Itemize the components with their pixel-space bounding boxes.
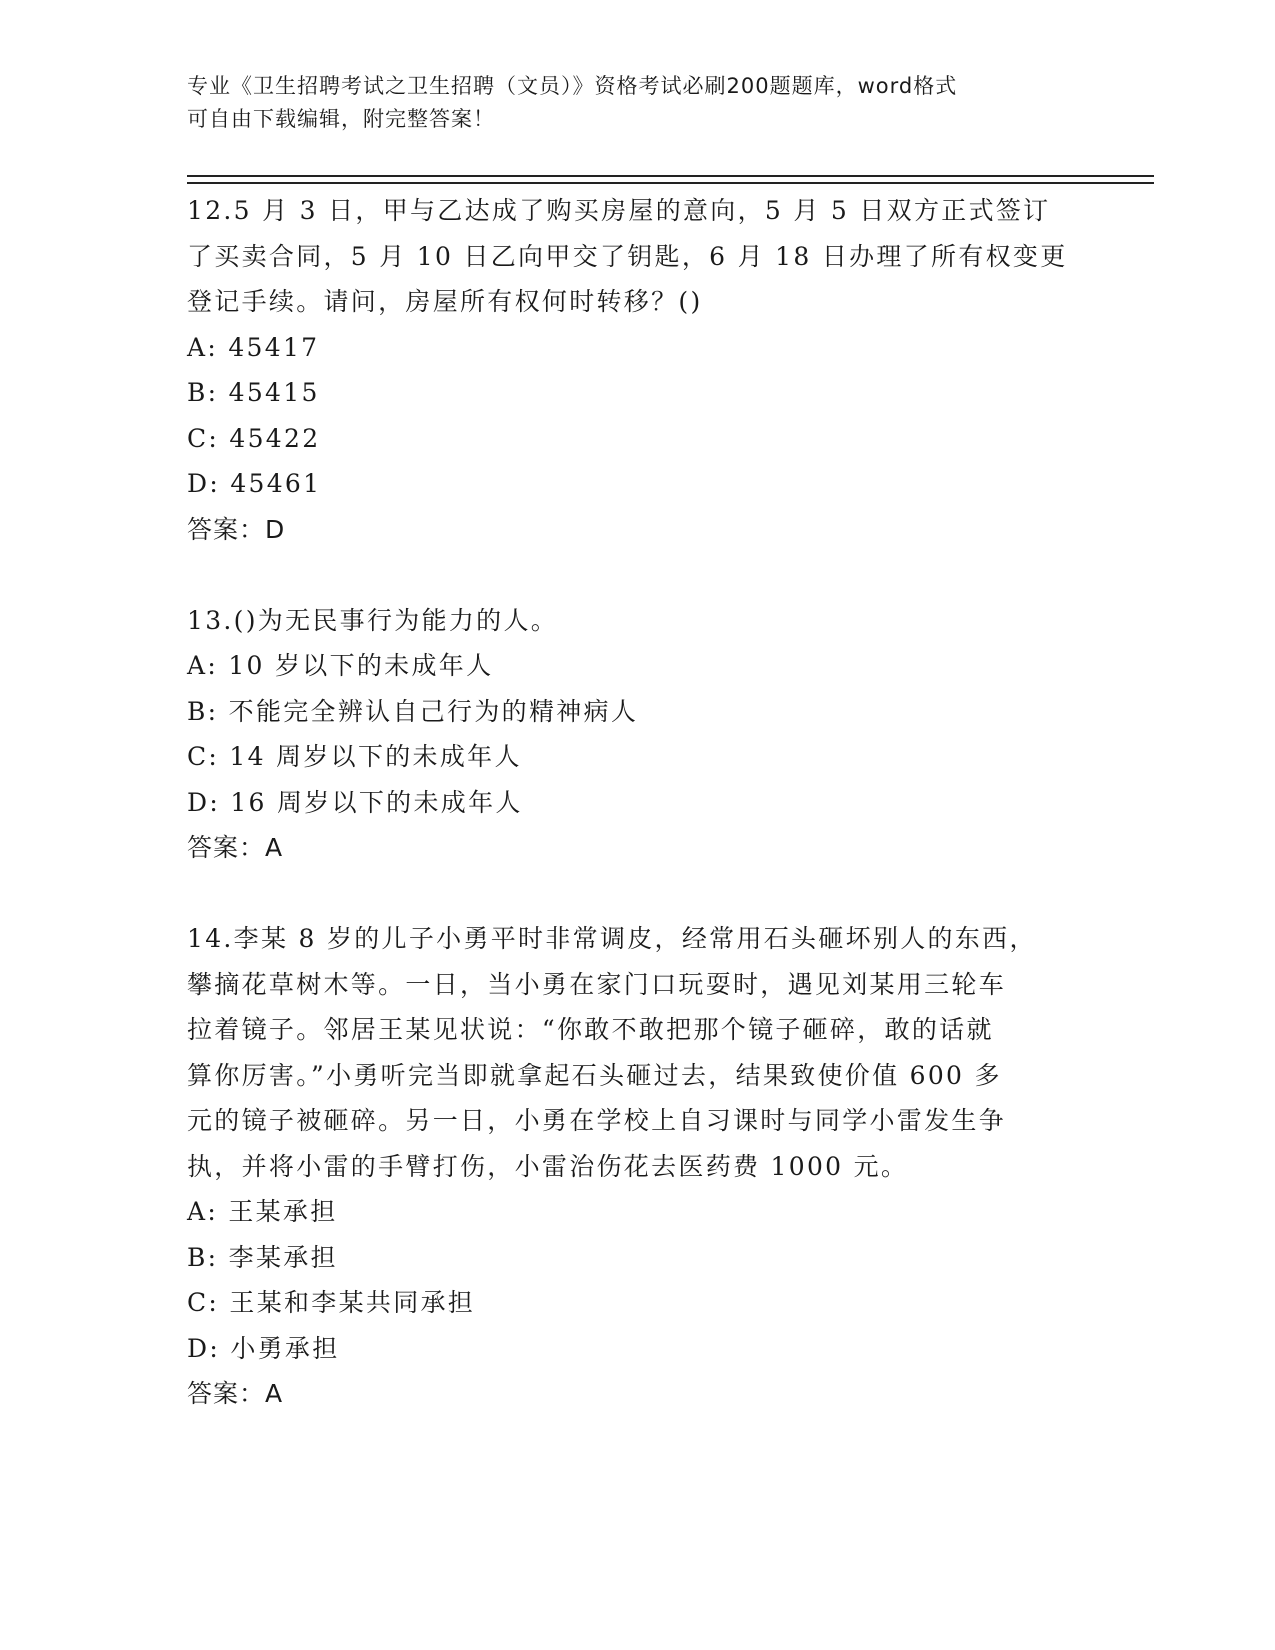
question-stem-line: 14.李某 8 岁的儿子小勇平时非常调皮，经常用石头砸坏别人的东西，: [187, 924, 1037, 953]
answer-label: 答案：A: [187, 833, 284, 862]
question-stem-line: 13.()为无民事行为能力的人。: [187, 605, 559, 635]
answer-label: 答案：D: [187, 514, 286, 544]
question-list: [187, 188, 1087, 1417]
question-stem-line: 登记手续。请问，房屋所有权何时转移？(): [187, 287, 703, 316]
question-stem-line: 攀摘花草树木等。一日，当小勇在家门口玩耍时，遇见刘某用三轮车: [187, 969, 1007, 999]
question-spacer: [187, 871, 1087, 917]
option-d: D: 小勇承担: [187, 1333, 340, 1363]
answer-label: 答案：A: [187, 1379, 284, 1408]
header-line-1: 专业《卫生招聘考试之卫生招聘（文员）》资格考试必刷200题题库，word格式: [187, 74, 958, 98]
option-b: B: 李某承担: [187, 1242, 338, 1272]
option-a: A: 45417: [187, 332, 320, 362]
option-a: A: 王某承担: [187, 1197, 338, 1226]
document-header: [187, 70, 1067, 136]
option-b: B: 不能完全辨认自己行为的精神病人: [187, 696, 639, 726]
question-stem-line: 了买卖合同，5 月 10 日乙向甲交了钥匙，6 月 18 日办理了所有权变更: [187, 241, 1068, 271]
option-c: C: 45422: [187, 423, 321, 453]
question-stem-line: 元的镜子被砸碎。另一日，小勇在学校上自习课时与同学小雷发生争: [187, 1106, 1007, 1135]
question-stem-line: 12.5 月 3 日，甲与乙达成了购买房屋的意向，5 月 5 日双方正式签订: [187, 196, 1051, 225]
question-stem-line: 执，并将小雷的手臂打伤，小雷治伤花去医药费 1000 元。: [187, 1151, 909, 1181]
option-d: D: 16 周岁以下的未成年人: [187, 787, 523, 817]
header-divider-bottom: [187, 182, 1154, 184]
option-c: C: 王某和李某共同承担: [187, 1288, 476, 1317]
question-12: [187, 188, 1087, 552]
question-13: [187, 598, 1087, 871]
question-stem-line: 拉着镜子。邻居王某见状说：“你敢不敢把那个镜子砸碎，敢的话就: [187, 1015, 994, 1044]
option-a: A: 10 岁以下的未成年人: [187, 651, 494, 680]
question-stem-line: 算你厉害。”小勇听完当即就拿起石头砸过去，结果致使价值 600 多: [187, 1060, 1002, 1090]
header-divider-top: [187, 175, 1154, 177]
option-c: C: 14 周岁以下的未成年人: [187, 742, 522, 771]
header-line-2: 可自由下载编辑，附完整答案！: [187, 107, 495, 131]
option-d: D: 45461: [187, 469, 322, 498]
option-b: B: 45415: [187, 378, 320, 407]
question-spacer: [187, 552, 1087, 598]
question-14: [187, 916, 1087, 1417]
